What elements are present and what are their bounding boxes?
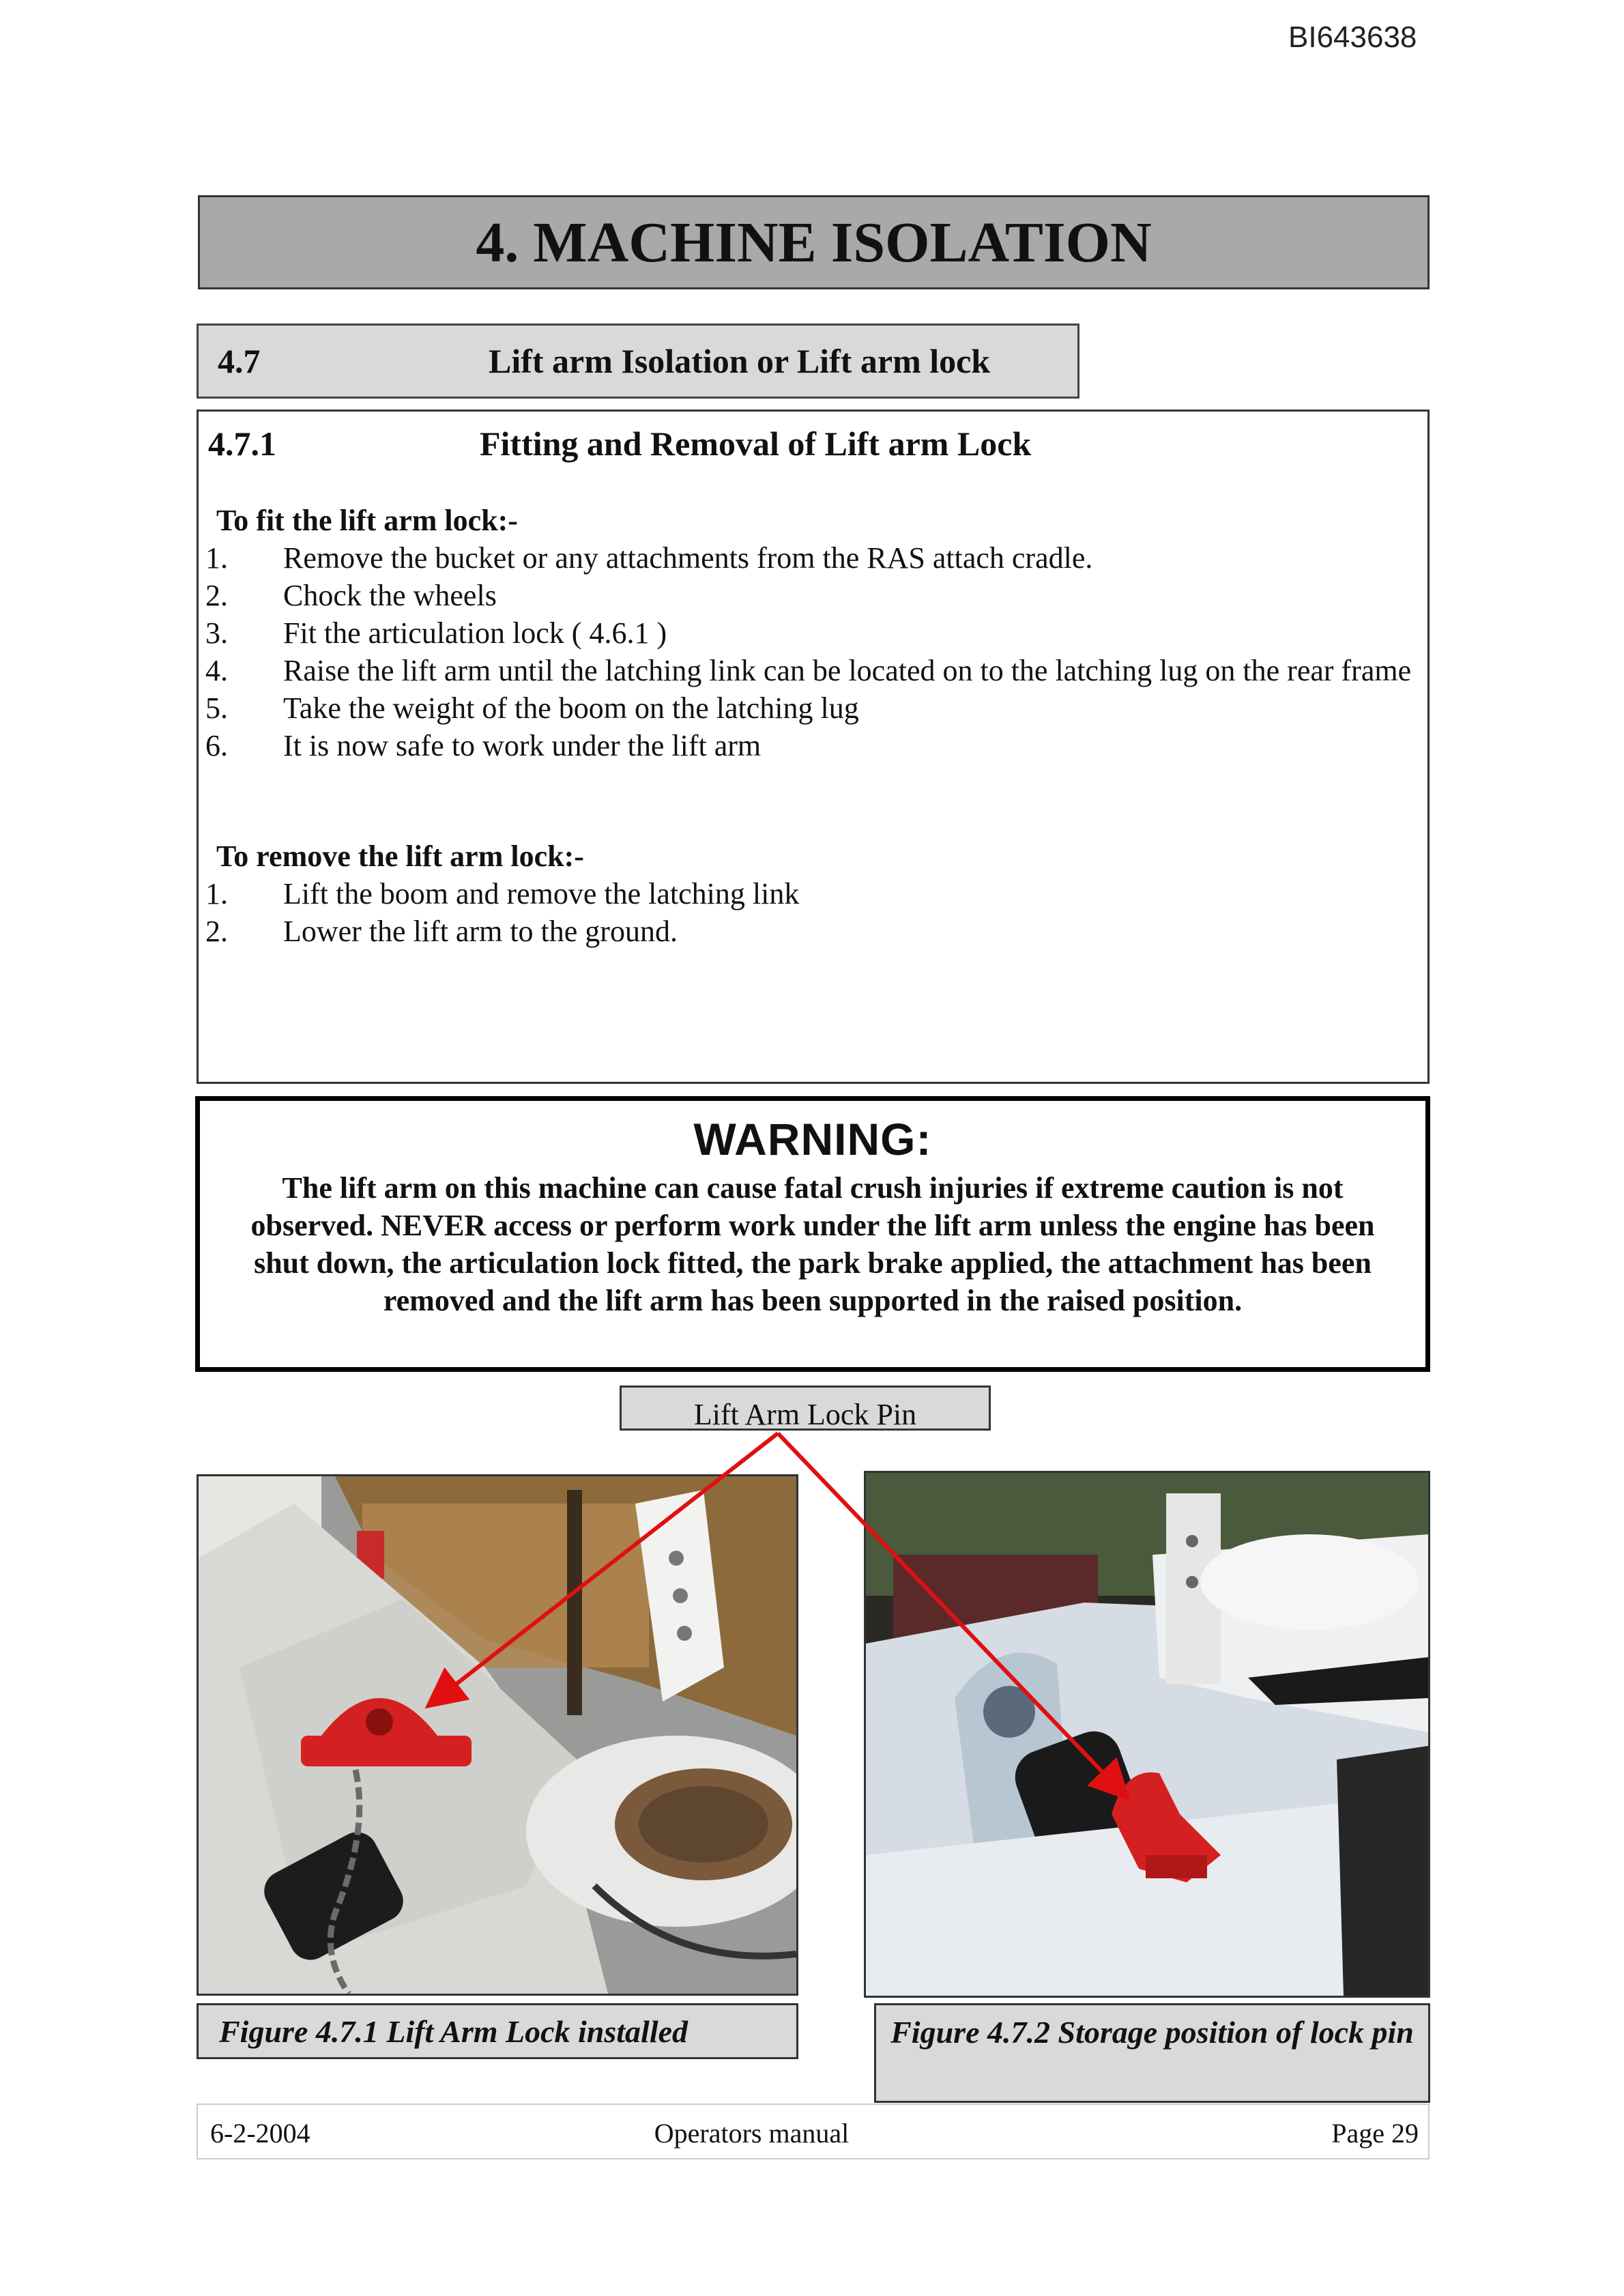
list-item: 1. Lift the boom and remove the latching link — [205, 877, 800, 910]
section-title: Lift arm Isolation or Lift arm lock — [489, 342, 991, 380]
figure-4-7-2-caption: Figure 4.7.2 Storage position of lock pin — [874, 2003, 1430, 2103]
fit-instructions — [199, 502, 1427, 764]
lock-pin-callout-label: Lift Arm Lock Pin — [620, 1386, 991, 1431]
footer-title: Operators manual — [654, 2118, 850, 2149]
figure-4-7-1-photo — [197, 1474, 798, 1996]
list-item: 2. Chock the wheels — [205, 579, 497, 612]
list-item: 6. It is now safe to work under the lift arm — [205, 729, 762, 762]
section-header — [197, 324, 1079, 399]
chapter-title: 4. MACHINE ISOLATION — [198, 195, 1430, 289]
list-item: 5. Take the weight of the boom on the latching lug — [205, 691, 859, 725]
remove-instructions — [199, 837, 1427, 950]
list-item: 4. Raise the lift arm until the latching link can be located on to the latching lug on the rear frame — [205, 654, 1412, 687]
remove-steps — [199, 875, 1427, 950]
footer-date: 6-2-2004 — [210, 2118, 310, 2149]
list-item: 2. Lower the lift arm to the ground. — [205, 915, 678, 948]
subsection-title: Fitting and Removal of Lift arm Lock — [480, 425, 1032, 463]
section-number: 4.7 — [218, 342, 261, 380]
remove-heading: To remove the lift arm lock:- — [216, 840, 584, 873]
list-item: 1. Remove the bucket or any attachments from the RAS attach cradle. — [205, 541, 1093, 575]
fit-steps — [199, 539, 1427, 764]
warning-text: The lift arm on this machine can cause fatal crush injuries if extreme caution is not observed. NEVER access or perform work under the lift arm unless the engine has been shut down, the articulation lock fitted, the park brake applied, the attachment has been removed and the lift arm has been supported in the raised position. — [250, 1171, 1375, 1317]
document-id: BI643638 — [1288, 20, 1417, 54]
subsection-box — [197, 410, 1430, 1084]
footer-page-number: Page 29 — [1331, 2118, 1419, 2149]
list-item: 3. Fit the articulation lock ( 4.6.1 ) — [205, 616, 667, 650]
fit-heading: To fit the lift arm lock:- — [216, 504, 518, 537]
subsection-number: 4.7.1 — [208, 425, 276, 463]
figure-4-7-2-photo — [864, 1471, 1430, 1998]
warning-box — [195, 1096, 1430, 1372]
figure-4-7-1-caption: Figure 4.7.1 Lift Arm Lock installed — [197, 2003, 798, 2059]
warning-title: WARNING: — [693, 1114, 932, 1164]
page-footer — [197, 2104, 1430, 2159]
